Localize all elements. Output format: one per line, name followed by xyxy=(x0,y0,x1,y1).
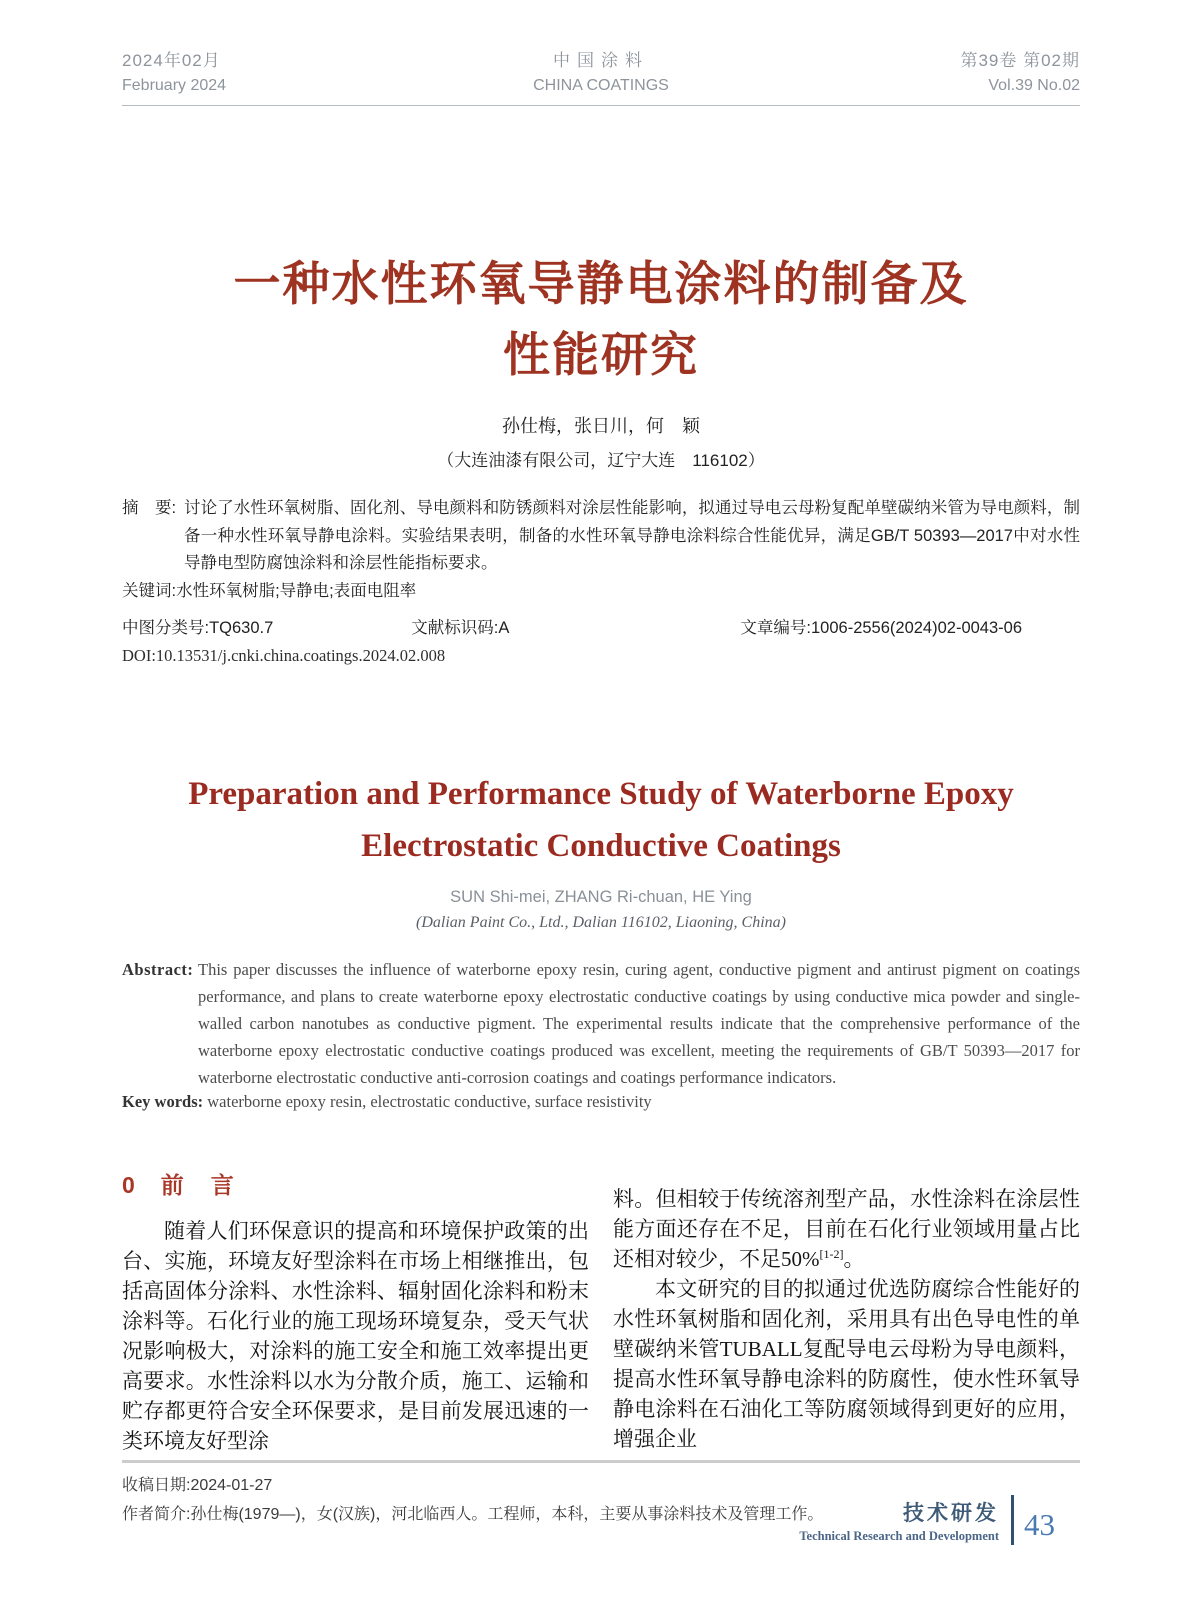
article-title-zh-line1: 一种水性环氧导静电涂料的制备及 xyxy=(233,257,969,310)
meta-row xyxy=(122,614,1080,638)
intro-right-1-end: 。 xyxy=(843,1247,865,1271)
abstract-en xyxy=(122,956,1080,1091)
journal-header-row-zh xyxy=(122,46,1080,71)
footer-column-en: Technical Research and Development xyxy=(799,1528,999,1543)
section-title: 前 言 xyxy=(160,1172,236,1198)
authors-en: SUN Shi-mei, ZHANG Ri-chuan, HE Ying xyxy=(450,888,752,906)
article-title-en xyxy=(122,768,1080,872)
section-number: 0 xyxy=(122,1172,135,1198)
doi: DOI:10.13531/j.cnki.china.coatings.2024.02.008 xyxy=(122,646,446,665)
affiliation-en: (Dalian Paint Co., Ltd., Dalian 116102, Liaoning, China) xyxy=(416,914,786,931)
intro-paragraph-left: 随着人们环保意识的提高和环境保护政策的出台、实施，环境友好型涂料在市场上相继推出，包括高固体分涂料、水性涂料、辐射固化涂料和粉末涂料等。石化行业的施工现场环境复杂，受天气状况影响极大，对涂料的施工安全和施工效率提出更高要求。水性涂料以水为分散介质，施工、运输和贮存都更符合安全环保要求，是目前发展迅速的一类环境友好型涂 xyxy=(122,1219,589,1453)
intro-paragraph-right-1 xyxy=(613,1184,1080,1274)
article-title-zh xyxy=(122,248,1080,390)
header-date-zh: 2024年02月 xyxy=(122,51,221,70)
keywords-zh xyxy=(122,578,1080,606)
abstract-zh xyxy=(122,495,1080,578)
abstract-zh-text: 讨论了水性环氧树脂、固化剂、导电颜料和防锈颜料对涂层性能影响，拟通过导电云母粉复配单壁碳纳米管为导电颜料，制备一种水性环氧导静电涂料。实验结果表明，制备的水性环氧导静电涂料综合性能优异，满足GB/T 50393—2017中对水性导静电型防腐蚀涂料和涂层性能指标要求。 xyxy=(184,499,1080,572)
footer-divider-bar xyxy=(1011,1495,1014,1545)
footer-column-name xyxy=(799,1497,999,1544)
header-journal-zh: 中国涂料 xyxy=(552,51,649,70)
page-number: 43 xyxy=(1024,1507,1055,1542)
abstract-en-text: This paper discusses the influence of waterborne epoxy resin, curing agent, conductive pigment and antirust pigment on coatings performance, and plans to create waterborne epoxy electrostatic conductive coatings by using conductive mica powder and single-walled carbon nanotubes as conductive pigment. The experimental results indicate that the comprehensive performance of the waterborne epoxy electrostatic conductive coatings produced was excellent, meeting the requirements of GB/T 50393—2017 for waterborne electrostatic conductive anti-corrosion coatings and coatings performance indicators. xyxy=(198,960,1080,1087)
author-bio: 作者简介:孙仕梅(1979—)，女(汉族)，河北临西人。工程师，本科，主要从事涂料技术及管理工作。 xyxy=(122,1506,824,1523)
document-code: 文献标识码:A xyxy=(411,619,510,637)
affiliation-zh: （大连油漆有限公司，辽宁大连 116102） xyxy=(437,451,765,470)
article-title-zh-line2: 性能研究 xyxy=(503,328,699,381)
column-right xyxy=(613,1164,1080,1456)
citation-ref: [1-2] xyxy=(819,1247,844,1261)
keywords-en xyxy=(122,1092,1080,1112)
journal-header-row-en xyxy=(122,77,1080,95)
abstract-en-label: Abstract: xyxy=(122,960,194,979)
article-title-en-line1: Preparation and Performance Study of Waterborne Epoxy xyxy=(188,776,1014,812)
body-columns xyxy=(122,1164,1080,1456)
received-date: 收稿日期:2024-01-27 xyxy=(122,1477,273,1494)
keywords-zh-label: 关键词: xyxy=(122,581,177,600)
column-left xyxy=(122,1164,589,1456)
abstract-zh-label: 摘 要: xyxy=(122,499,177,517)
keywords-zh-text: 水性环氧树脂;导静电;表面电阻率 xyxy=(176,581,417,600)
header-issue-zh: 第39卷 第02期 xyxy=(960,51,1080,70)
footer-column-zh: 技术研发 xyxy=(903,1501,999,1525)
header-journal-en: CHINA COATINGS xyxy=(533,77,669,94)
journal-header xyxy=(122,0,1080,106)
intro-right-1-text: 料。但相较于传统溶剂型产品，水性涂料在涂层性能方面还存在不足，目前在石化行业领域用量占比还相对较少，不足50% xyxy=(613,1187,1080,1271)
keywords-en-label: Key words: xyxy=(122,1092,204,1111)
clc-number: 中图分类号:TQ630.7 xyxy=(122,619,274,637)
authors-zh: 孙仕梅，张日川，何 颖 xyxy=(502,416,700,436)
header-date-en: February 2024 xyxy=(122,77,227,94)
intro-paragraph-right-2: 本文研究的目的拟通过优选防腐综合性能好的水性环氧树脂和固化剂，采用具有出色导电性的单壁碳纳米管TUBALL复配导电云母粉为导电颜料，提高水性环氧导静电涂料的防腐性，使水性环氧导静电涂料在石油化工等防腐领域得到更好的应用，增强企业 xyxy=(613,1277,1080,1451)
keywords-en-text: waterborne epoxy resin, electrostatic conductive, surface resistivity xyxy=(207,1092,652,1111)
section-heading-intro xyxy=(122,1164,589,1206)
page-footer xyxy=(799,1495,1055,1545)
article-id: 文章编号:1006-2556(2024)02-0043-06 xyxy=(740,619,1022,637)
article-title-en-line2: Electrostatic Conductive Coatings xyxy=(361,828,841,864)
header-issue-en: Vol.39 No.02 xyxy=(988,77,1080,94)
